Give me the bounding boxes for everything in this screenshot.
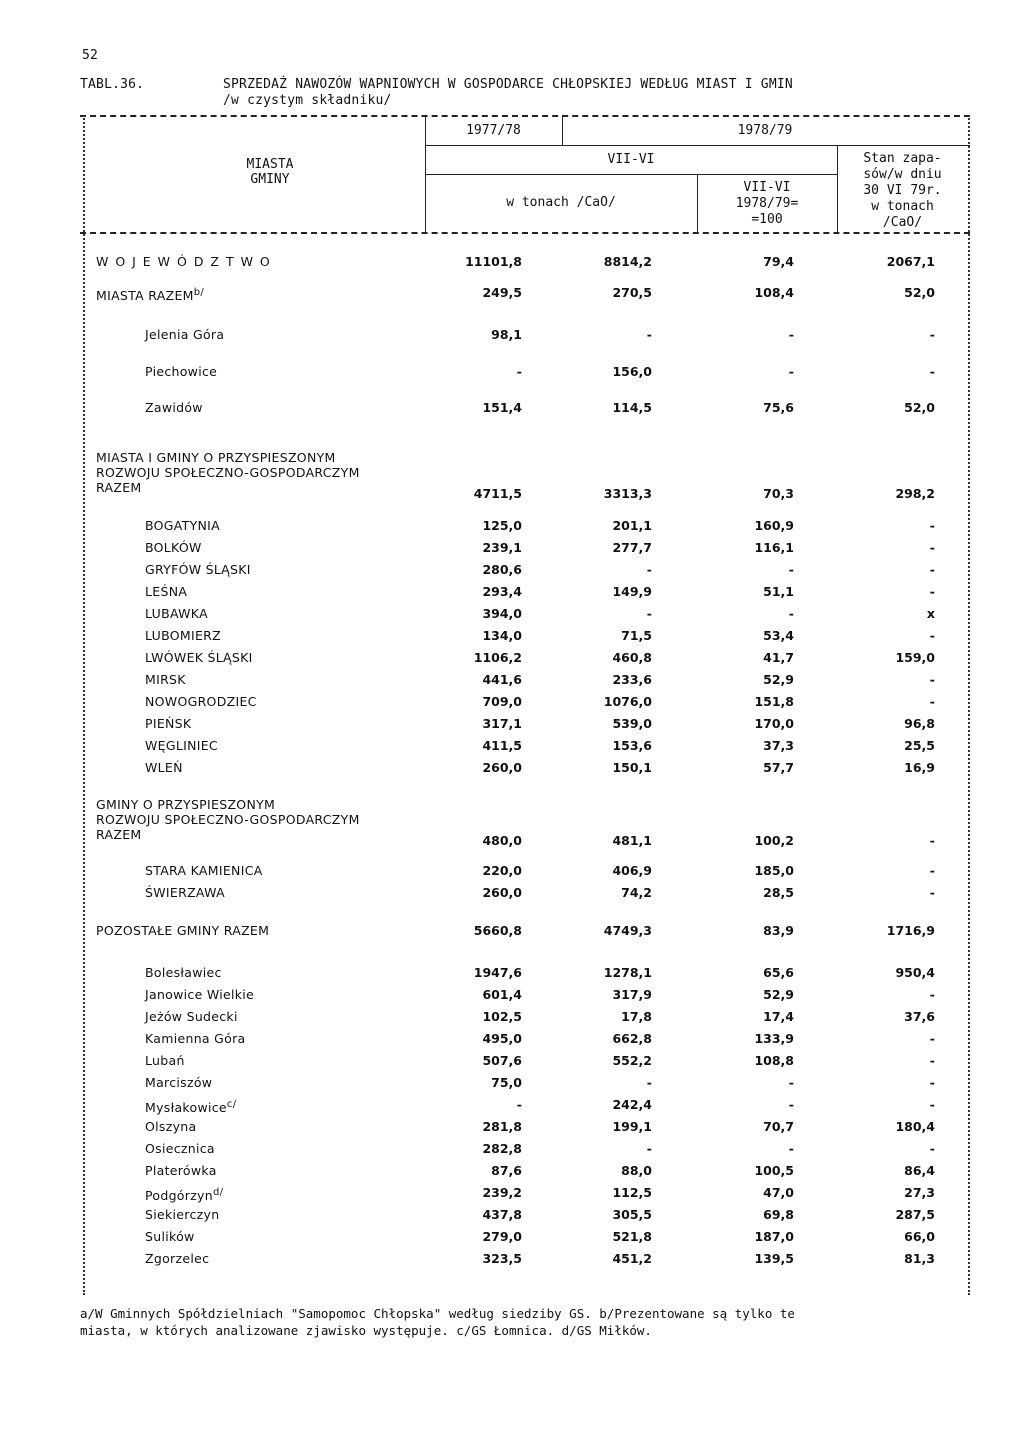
row-label-text: Osiecznica [145, 1141, 215, 1156]
cell-v4: - [929, 987, 935, 1002]
cell-v1: 249,5 [482, 285, 522, 300]
cell-v2: 317,9 [612, 987, 652, 1002]
cell-v1: 709,0 [482, 694, 522, 709]
cell-v2: 242,4 [612, 1097, 652, 1112]
footnote-marker: d/ [212, 1187, 224, 1198]
row-label-text: MIRSK [145, 672, 186, 687]
cell-v1: 601,4 [482, 987, 522, 1002]
cell-v2: 406,9 [612, 863, 652, 878]
row-label-text: MIASTA RAZEM [96, 288, 194, 304]
cell-v4: 25,5 [904, 738, 935, 753]
cell-v1: 98,1 [491, 327, 522, 342]
cell-v1: 441,6 [482, 672, 522, 687]
cell-v3: 70,3 [763, 486, 794, 501]
cell-v2: 8814,2 [603, 254, 652, 269]
cell-v4: - [929, 885, 935, 900]
row-label [96, 254, 271, 269]
table-subtitle: /w czystym składniku/ [223, 93, 392, 108]
cell-v1: 239,2 [482, 1185, 522, 1200]
cell-v2: 4749,3 [603, 923, 652, 938]
cell-v4: - [929, 540, 935, 555]
stock-header-line4: w tonach [871, 199, 934, 214]
viivi-row-border [425, 174, 837, 175]
row-label [145, 1207, 219, 1222]
cell-v3: 69,8 [763, 1207, 794, 1222]
row-label-text: W O J E W Ó D Z T W O [96, 254, 272, 269]
period-header-1978: 1978/79 [737, 123, 793, 138]
cell-v1: 411,5 [482, 738, 522, 753]
cell-v3: - [788, 606, 794, 621]
page-number: 52 [82, 48, 99, 63]
row-label [96, 797, 360, 842]
cell-v1: 134,0 [482, 628, 522, 643]
footnote-marker: c/ [226, 1099, 237, 1110]
cell-v4: - [929, 694, 935, 709]
cell-v3: 185,0 [754, 863, 794, 878]
footnote-marker: b/ [193, 287, 205, 298]
cell-v4: - [929, 1031, 935, 1046]
cell-v1: 125,0 [482, 518, 522, 533]
cell-v2: 3313,3 [603, 486, 652, 501]
cell-v3: 28,5 [763, 885, 794, 900]
cell-v2: 114,5 [612, 400, 652, 415]
index-header-line2: 1978/79= [735, 196, 799, 211]
cell-v2: 71,5 [621, 628, 652, 643]
row-label-text: Kamienna Góra [145, 1031, 246, 1046]
cell-v1: 87,6 [491, 1163, 522, 1178]
cell-v2: 277,7 [612, 540, 652, 555]
cell-v2: 1278,1 [603, 965, 652, 980]
cell-v3: 17,4 [763, 1009, 794, 1024]
cell-v4: - [929, 628, 935, 643]
row-label-text: MIASTA I GMINY O PRZYSPIESZONYM ROZWOJU SPOŁECZNO-GOSPODARCZYM RAZEM [96, 450, 360, 495]
stock-header-line1: Stan zapa- [863, 151, 942, 166]
row-label-text: Zawidów [145, 400, 203, 415]
cell-v3: - [788, 562, 794, 577]
row-label [145, 1075, 212, 1090]
row-label-text: WĘGLINIEC [145, 738, 218, 753]
row-label [145, 518, 220, 533]
row-label [145, 650, 253, 665]
cell-v2: 1076,0 [603, 694, 652, 709]
row-label-text: Platerówka [145, 1163, 217, 1178]
row-label [145, 1009, 238, 1024]
cell-v4: - [929, 1097, 935, 1112]
row-label [145, 1163, 217, 1178]
row-label [145, 400, 203, 415]
cell-v2: - [646, 1075, 652, 1090]
row-label [145, 1229, 195, 1244]
cell-v1: 220,0 [482, 863, 522, 878]
cell-v1: 282,8 [482, 1141, 522, 1156]
row-label [145, 1251, 209, 1266]
cell-v3: - [788, 364, 794, 379]
cell-v2: - [646, 606, 652, 621]
header-bottom-border [80, 232, 970, 234]
row-label [145, 885, 225, 900]
row-label-text: Bolesławiec [145, 965, 222, 980]
cell-v4: - [929, 1141, 935, 1156]
cell-v4: - [929, 327, 935, 342]
row-label-text: POZOSTAŁE GMINY RAZEM [96, 923, 270, 938]
cell-v3: 100,2 [754, 833, 794, 848]
cell-v2: 552,2 [612, 1053, 652, 1068]
cell-v3: 133,9 [754, 1031, 794, 1046]
cell-v3: 53,4 [763, 628, 794, 643]
cell-v4: 298,2 [895, 486, 935, 501]
row-label-text: PIEŃSK [145, 716, 192, 731]
cell-v2: 305,5 [612, 1207, 652, 1222]
row-label-text: GMINY O PRZYSPIESZONYM ROZWOJU SPOŁECZNO-GOSPODARCZYM RAZEM [96, 797, 360, 842]
cell-v4: - [929, 833, 935, 848]
cell-v2: - [646, 562, 652, 577]
table-top-border [80, 115, 970, 117]
cell-v1: 495,0 [482, 1031, 522, 1046]
cell-v2: 481,1 [612, 833, 652, 848]
cell-v2: 149,9 [612, 584, 652, 599]
row-label [145, 562, 251, 577]
row-label-text: Sulików [145, 1229, 195, 1244]
row-label [145, 1119, 196, 1134]
cell-v3: 79,4 [763, 254, 794, 269]
cell-v3: - [788, 327, 794, 342]
stock-header-line2: sów/w dniu [863, 167, 942, 182]
cell-v4: - [929, 863, 935, 878]
row-label-text: Jeżów Sudecki [145, 1009, 238, 1024]
index-header-line1: VII-VI [743, 180, 791, 195]
cell-v1: 11101,8 [465, 254, 522, 269]
cell-v1: 394,0 [482, 606, 522, 621]
row-label-text: LWÓWEK ŚLĄSKI [145, 650, 253, 665]
cell-v3: - [788, 1097, 794, 1112]
index-header-line3: =100 [751, 212, 783, 227]
cell-v3: 170,0 [754, 716, 794, 731]
cell-v1: 151,4 [482, 400, 522, 415]
cell-v1: 323,5 [482, 1251, 522, 1266]
cell-v2: 270,5 [612, 285, 652, 300]
row-label [145, 965, 222, 980]
cell-v1: 102,5 [482, 1009, 522, 1024]
row-label-text: STARA KAMIENICA [145, 863, 263, 878]
cell-v1: 1106,2 [473, 650, 522, 665]
cell-v2: 521,8 [612, 1229, 652, 1244]
cell-v4: - [929, 672, 935, 687]
cell-v3: 37,3 [763, 738, 794, 753]
row-label [145, 716, 191, 731]
viivi-header: VII-VI [607, 152, 655, 167]
cell-v4: 52,0 [904, 400, 935, 415]
row-label [145, 987, 254, 1002]
row-label-text: ŚWIERZAWA [145, 885, 225, 900]
cell-v3: 57,7 [763, 760, 794, 775]
row-label [145, 694, 257, 709]
period-header-1977: 1977/78 [466, 123, 521, 138]
cell-v2: 451,2 [612, 1251, 652, 1266]
cell-v4: 52,0 [904, 285, 935, 300]
cell-v1: 260,0 [482, 760, 522, 775]
table-number: TABL.36. [80, 77, 145, 92]
stock-header-line3: 30 VI 79r. [863, 183, 942, 198]
cell-v4: - [929, 1053, 935, 1068]
cell-v4: - [929, 584, 935, 599]
cell-v3: 41,7 [763, 650, 794, 665]
row-label [96, 450, 360, 495]
cell-v4: 180,4 [895, 1119, 935, 1134]
cell-v1: 5660,8 [473, 923, 522, 938]
cell-v4: 81,3 [904, 1251, 935, 1266]
row-label-text: Janowice Wielkie [145, 987, 255, 1002]
row-label-text: WLEŃ [145, 760, 183, 775]
row-label [145, 540, 202, 555]
period-row-border [425, 145, 970, 146]
row-label [145, 606, 208, 621]
row-label [145, 1031, 246, 1046]
cell-v4: - [929, 518, 935, 533]
footnote-line-2: miasta, w których analizowane zjawisko występuje. c/GS Łomnica. d/GS Miłków. [80, 1323, 652, 1338]
cell-v3: 70,7 [763, 1119, 794, 1134]
footnote-line-1: a/W Gminnych Spółdzielniach "Samopomoc Chłopska" według siedziby GS. b/Prezentowane są tylko te [80, 1306, 795, 1321]
cell-v3: 108,8 [754, 1053, 794, 1068]
cell-v1: 279,0 [482, 1229, 522, 1244]
cell-v1: 317,1 [482, 716, 522, 731]
cell-v1: 260,0 [482, 885, 522, 900]
row-label [145, 672, 186, 687]
cell-v3: 100,5 [754, 1163, 794, 1178]
cell-v1: - [516, 1097, 522, 1112]
cell-v3: 52,9 [763, 672, 794, 687]
cell-v4: - [929, 364, 935, 379]
cell-v1: 280,6 [482, 562, 522, 577]
cell-v4: 16,9 [904, 760, 935, 775]
cell-v2: 662,8 [612, 1031, 652, 1046]
row-label-text: LEŚNA [145, 584, 188, 599]
cell-v2: 201,1 [612, 518, 652, 533]
cell-v4: 37,6 [904, 1009, 935, 1024]
cell-v3: 160,9 [754, 518, 794, 533]
row-label-text: Marciszów [145, 1075, 213, 1090]
table-left-border [83, 115, 85, 1295]
row-label-text: GRYFÓW ŚLĄSKI [145, 562, 251, 577]
cell-v3: 116,1 [754, 540, 794, 555]
cell-v3: 47,0 [763, 1185, 794, 1200]
cell-v1: 480,0 [482, 833, 522, 848]
row-label-text: LUBAWKA [145, 606, 208, 621]
cell-v3: 52,9 [763, 987, 794, 1002]
cell-v1: - [516, 364, 522, 379]
cell-v2: 199,1 [612, 1119, 652, 1134]
unit-header: w tonach /CaO/ [506, 195, 616, 210]
row-label [96, 285, 204, 303]
cell-v2: 74,2 [621, 885, 652, 900]
cell-v3: 83,9 [763, 923, 794, 938]
cell-v3: 75,6 [763, 400, 794, 415]
cell-v4: - [929, 1075, 935, 1090]
cell-v1: 4711,5 [473, 486, 522, 501]
cell-v3: 151,8 [754, 694, 794, 709]
cell-v4: 96,8 [904, 716, 935, 731]
cell-v1: 293,4 [482, 584, 522, 599]
row-label [145, 364, 217, 379]
table-title: SPRZEDAŻ NAWOZÓW WAPNIOWYCH W GOSPODARCE CHŁOPSKIEJ WEDŁUG MIAST I GMIN [223, 77, 793, 92]
row-label [145, 1141, 215, 1156]
row-label-text: NOWOGRODZIEC [145, 694, 257, 709]
row-label-text: Siekierczyn [145, 1207, 220, 1222]
cell-v3: 51,1 [763, 584, 794, 599]
row-label [145, 1185, 223, 1203]
cell-v2: - [646, 327, 652, 342]
cell-v3: 108,4 [754, 285, 794, 300]
row-label [145, 628, 221, 643]
cell-v3: - [788, 1075, 794, 1090]
cell-v1: 75,0 [491, 1075, 522, 1090]
cell-v2: 150,1 [612, 760, 652, 775]
cell-v4: 287,5 [895, 1207, 935, 1222]
cell-v4: 27,3 [904, 1185, 935, 1200]
table-right-border [968, 115, 970, 1295]
row-label [96, 923, 269, 938]
cell-v3: 187,0 [754, 1229, 794, 1244]
cell-v3: - [788, 1141, 794, 1156]
cell-v4: 1716,9 [886, 923, 935, 938]
row-label [145, 1053, 185, 1068]
cell-v3: 65,6 [763, 965, 794, 980]
row-label-text: BOGATYNIA [145, 518, 221, 533]
cell-v2: 88,0 [621, 1163, 652, 1178]
row-label [145, 584, 187, 599]
cell-v2: 233,6 [612, 672, 652, 687]
row-label-text: Zgorzelec [145, 1251, 210, 1266]
cell-v4: 66,0 [904, 1229, 935, 1244]
cell-v4: 159,0 [895, 650, 935, 665]
row-label-text: Lubań [145, 1053, 185, 1068]
cell-v4: - [929, 562, 935, 577]
cell-v4: 950,4 [895, 965, 935, 980]
cell-v2: 112,5 [612, 1185, 652, 1200]
cell-v1: 239,1 [482, 540, 522, 555]
cell-v2: 17,8 [621, 1009, 652, 1024]
cell-v4: 2067,1 [886, 254, 935, 269]
row-label-text: Podgórzyn [145, 1188, 213, 1204]
cell-v2: 539,0 [612, 716, 652, 731]
row-label [145, 327, 224, 342]
row-label-text: Piechowice [145, 364, 218, 379]
cell-v3: 139,5 [754, 1251, 794, 1266]
stub-header: MIASTA GMINY [246, 157, 294, 187]
cell-v2: - [646, 1141, 652, 1156]
row-label [145, 760, 183, 775]
row-label [145, 738, 218, 753]
cell-v1: 437,8 [482, 1207, 522, 1222]
cell-v2: 153,6 [612, 738, 652, 753]
row-label [145, 863, 263, 878]
row-label-text: BOLKÓW [145, 540, 202, 555]
stock-header-line5: /CaO/ [882, 215, 923, 230]
cell-v4: 86,4 [904, 1163, 935, 1178]
row-label-text: LUBOMIERZ [145, 628, 222, 643]
row-label-text: Mysłakowice [145, 1100, 227, 1116]
cell-v2: 156,0 [612, 364, 652, 379]
cell-v1: 281,8 [482, 1119, 522, 1134]
cell-v1: 507,6 [482, 1053, 522, 1068]
row-label-text: Olszyna [145, 1119, 197, 1134]
cell-v1: 1947,6 [473, 965, 522, 980]
row-label [145, 1097, 236, 1115]
cell-v2: 460,8 [612, 650, 652, 665]
cell-v4: x [926, 606, 935, 621]
row-label-text: Jelenia Góra [145, 327, 225, 342]
